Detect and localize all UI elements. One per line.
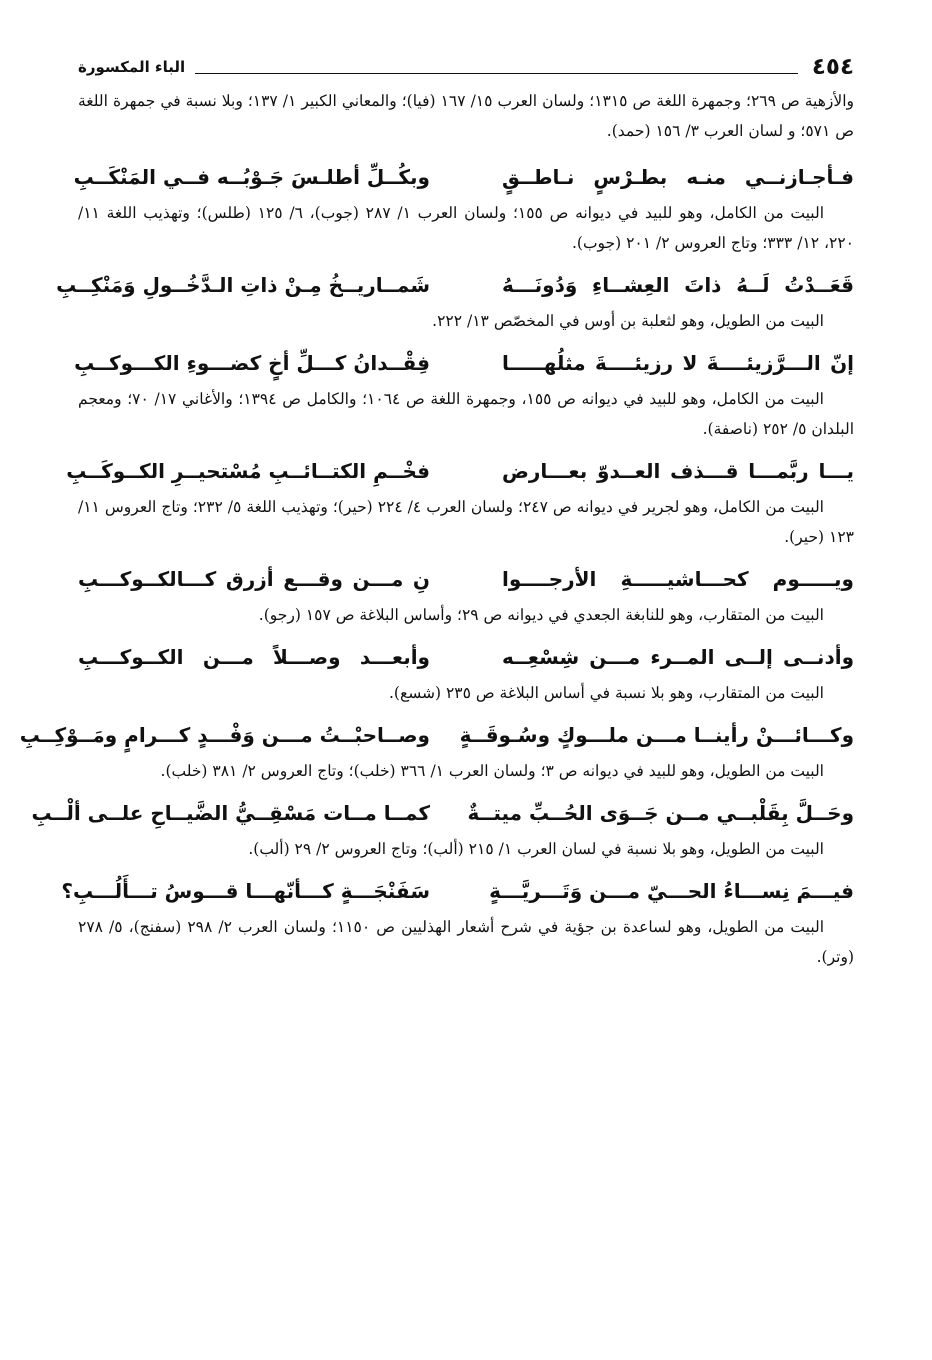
verse-entry <box>66 450 854 552</box>
verse-entry <box>61 870 854 972</box>
verse-second-hemistich: وبكُــلِّ أطلـسَ جَـوْبُــه فــي المَنْكَــبِ <box>73 165 430 189</box>
running-title: الباء المكسورة <box>78 58 186 76</box>
verse-first-hemistich: قَعَــدْتُ لَــهُ ذاتَ العِشــاءِ وَدُونَـــهُ <box>502 273 854 297</box>
verse-note: البيت من الطويل، وهو للبيد في ديوانه ص ٣؛ ولسان العرب ١/ ٣٦٦ (خلب)؛ وتاج العروس ٢/ ٣٨١ (خلب). <box>160 762 824 780</box>
verse-entry <box>78 636 854 708</box>
header-rule <box>195 73 798 74</box>
verse-note: البيت من الطويل، وهو بلا نسبة في لسان العرب ١/ ٢١٥ (ألب)؛ وتاج العروس ٢/ ٢٩ (ألب). <box>248 840 824 858</box>
verse-line <box>73 156 854 198</box>
verse-second-hemistich: فِقْــدانُ كـــلِّ أخٍ كضـــوءِ الكـــوكــبِ <box>74 351 430 375</box>
page <box>19 52 854 976</box>
verse-entry <box>56 264 854 336</box>
verse-second-hemistich: شَمــاريــخُ مِـنْ ذاتِ الـدَّخُــولِ وَمَنْكِــبِ <box>56 273 430 297</box>
verse-line <box>78 558 854 600</box>
verse-note: البيت من الطويل، وهو لثعلبة بن أوس في المخصّص ١٣/ ٢٢٢. <box>432 312 824 330</box>
verse-first-hemistich: فـأجـازنــي منـه بطـرْسٍ نـاطــقٍ <box>502 165 854 189</box>
verse-first-hemistich: ويـــــوم كحـــاشيـــــةِ الأرجــــوا <box>502 567 854 591</box>
intro-note: والأزهية ص ٢٦٩؛ وجمهرة اللغة ص ١٣١٥؛ ولسان العرب ١٥/ ١٦٧ (فيا)؛ والمعاني الكبير ١/ ١٣٧؛ وبلا نسبة في جمهرة اللغة ص ٥٧١؛ و لسان العرب ٣/ ١٥٦ (حمد). <box>78 92 854 140</box>
page-header <box>78 52 854 82</box>
verse-second-hemistich: سَفَنْجَـــةٍ كـــأنّهـــا قـــوسُ تـــأَلُـــبِ؟ <box>61 879 430 903</box>
verse-note: البيت من الطويل، وهو لساعدة بن جؤية في شرح أشعار الهذليين ص ١١٥٠؛ ولسان العرب ٢/ ٢٩٨ (سفنج)، ٥/ ٢٧٨ (وتر). <box>78 918 854 966</box>
verse-first-hemistich: فيـــمَ نِســـاءُ الحـــيّ مـــن وَتَـــريَّـــةٍ <box>489 879 854 903</box>
verse-note: البيت من المتقارب، وهو للنابغة الجعدي في ديوانه ص ٢٩؛ وأساس البلاغة ص ١٥٧ (رجو). <box>258 606 824 624</box>
verse-second-hemistich: فخْــمِ الكتــائــبِ مُسْتحيــرِ الكــوكَــبِ <box>66 459 430 483</box>
verse-entry <box>73 156 854 258</box>
verse-entry <box>74 342 854 444</box>
verse-first-hemistich: وحَــلَّ بِقَلْبــي مــن جَــوَى الحُــبِّ ميتــةٌ <box>467 801 854 825</box>
verse-second-hemistich: كمــا مــات مَسْقِــيُّ الضَّيــاحِ علــى ألْــبِ <box>31 801 430 825</box>
verse-second-hemistich: وصــاحبْــتُ مـــن وَفْـــدٍ كـــرامٍ ومَــوْكِــبِ <box>19 723 430 747</box>
verse-first-hemistich: إنّ الـــرَّزيئــــةَ لا رزيئــــةَ مثلُهـــــا <box>502 351 854 375</box>
verse-line <box>74 342 854 384</box>
verse-line <box>31 792 854 834</box>
verse-note: البيت من المتقارب، وهو بلا نسبة في أساس البلاغة ص ٢٣٥ (شسع). <box>388 684 824 702</box>
verse-line <box>19 714 854 756</box>
verse-entry <box>31 792 854 864</box>
verse-note: البيت من الكامل، وهو للبيد في ديوانه ص ١٥٥؛ ولسان العرب ١/ ٢٨٧ (جوب)، ٦/ ١٢٥ (طلس)؛ وتهذيب اللغة ١١/ ٢٢٠، ١٢/ ٣٣٣؛ وتاج العروس ٢/ ٢٠١ (جوب). <box>78 204 854 252</box>
page-number: ٤٥٤ <box>811 54 854 80</box>
verse-line <box>56 264 854 306</box>
verse-line <box>66 450 854 492</box>
verse-note: البيت من الكامل، وهو للبيد في ديوانه ص ١٥٥، وجمهرة اللغة ص ١٠٦٤؛ والكامل ص ١٣٩٤؛ والأغاني ١٧/ ٧٠؛ ومعجم البلدان ٥/ ٢٥٢ (ناصفة). <box>78 390 854 438</box>
verse-entry <box>19 714 854 786</box>
verse-line <box>61 870 854 912</box>
verse-line <box>78 636 854 678</box>
verse-entry <box>78 558 854 630</box>
verse-note: البيت من الكامل، وهو لجرير في ديوانه ص ٢٤٧؛ ولسان العرب ٤/ ٢٢٤ (حير)؛ وتهذيب اللغة ٥/ ٢٣٢؛ وتاج العروس ١١/ ١٢٣ (حير). <box>78 498 854 546</box>
verse-first-hemistich: وأدنــى إلــى المــرء مـــن شِسْعِــه <box>502 645 854 669</box>
verse-second-hemistich: نِ مـــن وقـــع أزرق كـــالكــوكـــبِ <box>78 567 430 591</box>
verse-first-hemistich: وكـــائـــنْ رأينــا مـــن ملـــوكٍ وسُـوقَــةٍ <box>459 723 854 747</box>
verse-first-hemistich: يـــا ربَّمـــا قـــذف العــدوّ بعـــارض <box>502 459 854 483</box>
verse-second-hemistich: وأبعـــد وصـــلاً مـــن الكــوكـــبِ <box>78 645 430 669</box>
